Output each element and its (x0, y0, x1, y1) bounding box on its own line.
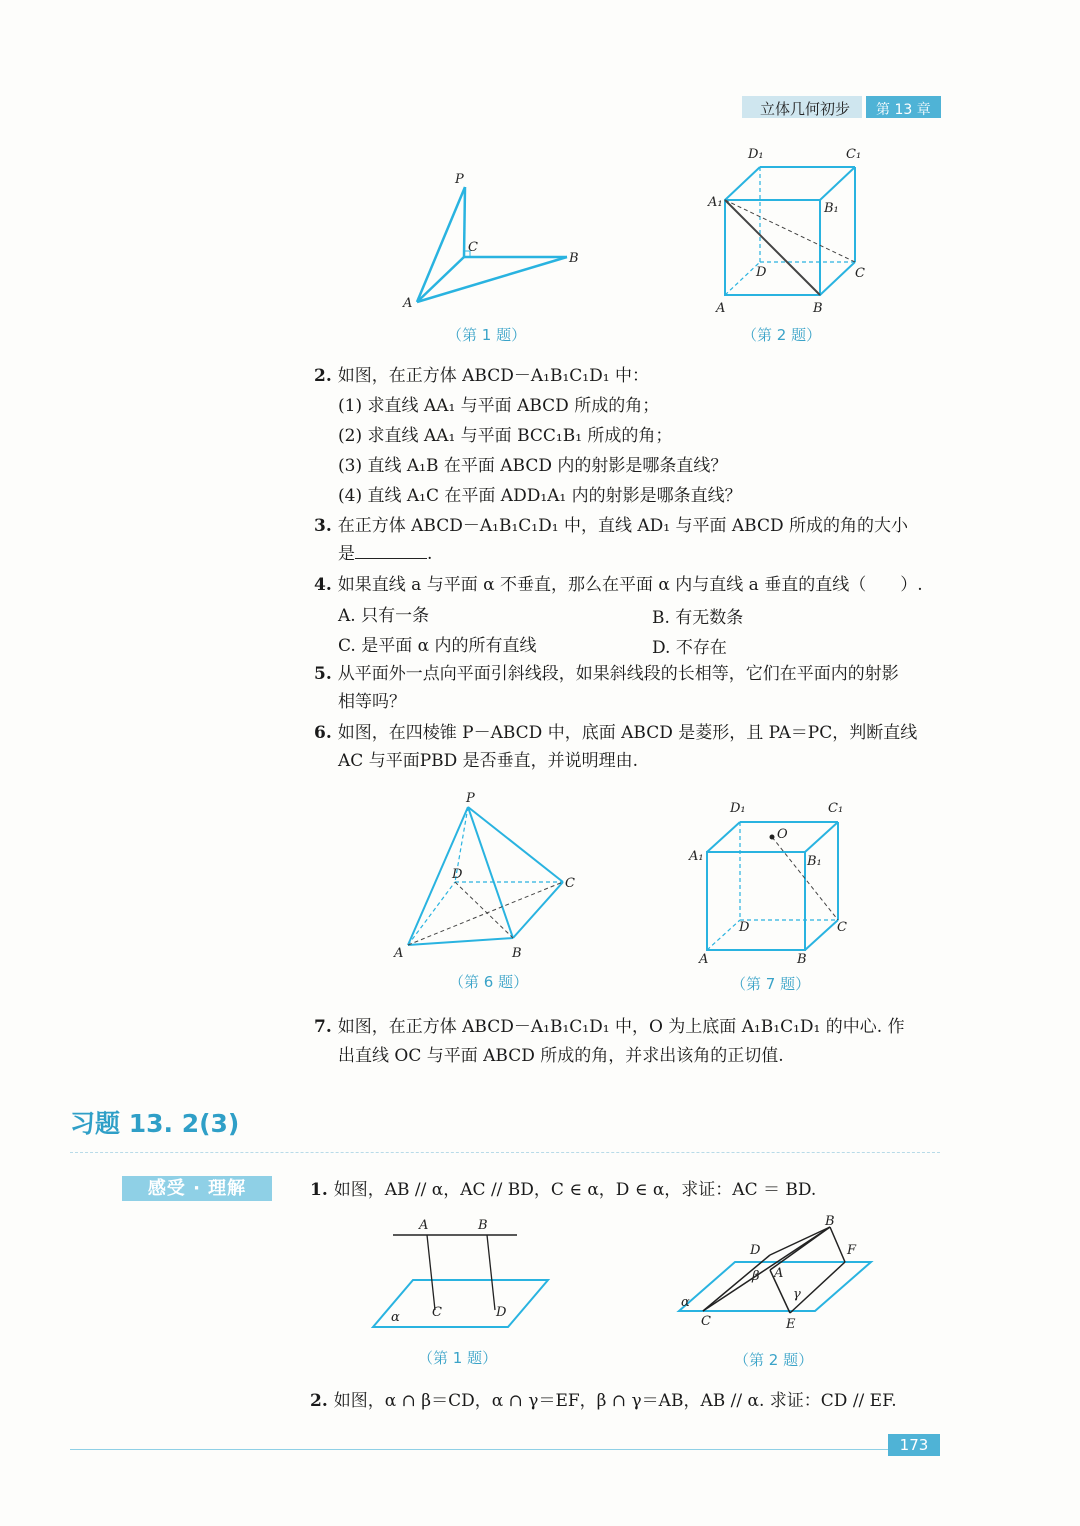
svg-text:B: B (813, 301, 823, 316)
question-number: 1. (310, 1180, 328, 1200)
q2-item-2: (2) 求直线 AA₁ 与平面 BCC₁B₁ 所成的角； (338, 426, 673, 446)
svg-text:D: D (739, 920, 750, 935)
svg-text:D₁: D₁ (730, 801, 746, 816)
svg-text:C: C (855, 266, 865, 281)
question-text: 是 (338, 544, 355, 564)
chapter-number: 第 13 章 (866, 96, 941, 118)
chapter-title: 立体几何初步 (742, 96, 862, 118)
question-4 (314, 570, 923, 600)
question-text: 在正方体 ABCD－A₁B₁C₁D₁ 中，直线 AD₁ 与平面 ABCD 所成的角的大小 (337, 516, 909, 536)
svg-text:D₁: D₁ (748, 147, 764, 162)
question-text: 如图，α ∩ β＝CD，α ∩ γ＝EF，β ∩ γ＝AB，AB // α. 求证：CD // EF. (333, 1391, 897, 1411)
figure-pyramid-q6 (388, 785, 588, 965)
svg-text:C: C (432, 1305, 442, 1320)
svg-text:B: B (478, 1218, 488, 1233)
svg-text:B: B (825, 1214, 835, 1229)
svg-text:A: A (419, 1218, 429, 1233)
figure-cube-q7 (685, 795, 865, 970)
question-6 (314, 718, 917, 748)
question-text: . (427, 544, 433, 564)
question-text: 如图，在正方体 ABCD－A₁B₁C₁D₁ 中，O 为上底面 A₁B₁C₁D₁ 的中心. 作 (337, 1017, 905, 1037)
svg-text:A: A (774, 1266, 784, 1281)
svg-text:α: α (391, 1310, 400, 1325)
svg-text:P: P (466, 791, 475, 806)
question-7-line2: 出直线 OC 与平面 ABCD 所成的角，并求出该角的正切值. (338, 1046, 784, 1066)
svg-text:D: D (750, 1243, 761, 1258)
question-5 (314, 659, 899, 689)
svg-text:A: A (699, 952, 709, 967)
svg-text:B: B (797, 952, 807, 967)
question-3 (314, 511, 908, 541)
question-5-line2: 相等吗？ (338, 692, 406, 712)
svg-text:E: E (786, 1317, 796, 1332)
figure-caption: （第 7 题） (731, 975, 811, 993)
question-3-line2 (338, 539, 432, 569)
q2-item-1: (1) 求直线 AA₁ 与平面 ABCD 所成的角； (338, 396, 660, 416)
section-divider (70, 1152, 940, 1153)
q2-item-3: (3) 直线 A₁B 在平面 ABCD 内的射影是哪条直线？ (338, 456, 728, 476)
section-title: 习题 13. 2(3) (70, 1109, 240, 1138)
footer-line (70, 1449, 940, 1450)
question-number: 2. (314, 366, 332, 386)
svg-text:D: D (496, 1305, 507, 1320)
svg-text:γ: γ (793, 1287, 801, 1302)
svg-text:B: B (512, 946, 522, 961)
figure-caption: （第 2 题） (742, 326, 822, 344)
question-6-line2: AC 与平面PBD 是否垂直，并说明理由. (338, 751, 639, 771)
svg-text:P: P (455, 172, 464, 187)
svg-text:C₁: C₁ (846, 147, 862, 162)
svg-text:C₁: C₁ (828, 801, 844, 816)
svg-text:B: B (569, 251, 579, 266)
svg-text:A: A (716, 301, 726, 316)
option-b: B. 有无数条 (652, 608, 744, 628)
svg-text:D: D (452, 867, 463, 882)
svg-text:A₁: A₁ (708, 195, 723, 210)
svg-text:C: C (565, 876, 575, 891)
q2-item-4: (4) 直线 A₁C 在平面 ADD₁A₁ 内的射影是哪条直线？ (338, 486, 742, 506)
svg-text:B₁: B₁ (807, 854, 822, 869)
figure-caption: （第 6 题） (449, 973, 529, 991)
question-number: 4. (314, 575, 332, 595)
svg-text:B₁: B₁ (824, 201, 839, 216)
svg-text:F: F (847, 1243, 857, 1258)
exercise-1 (310, 1175, 816, 1205)
question-number: 7. (314, 1017, 332, 1037)
figure-caption: （第 2 题） (734, 1351, 814, 1369)
section-tag: 感受 · 理解 (122, 1176, 272, 1201)
question-text: 如图，AB // α，AC // BD，C ∈ α，D ∈ α，求证：AC ＝ BD. (333, 1180, 817, 1200)
question-2 (314, 361, 649, 391)
svg-text:O: O (777, 827, 788, 842)
figure-caption: （第 1 题） (418, 1349, 498, 1367)
question-text: 从平面外一点向平面引斜线段，如果斜线段的长相等，它们在平面内的射影 (337, 664, 899, 684)
question-text: 如果直线 a 与平面 α 不垂直，那么在平面 α 内与直线 a 垂直的直线（ ）. (337, 575, 923, 595)
option-d: D. 不存在 (652, 638, 727, 658)
question-text: 如图，在正方体 ABCD－A₁B₁C₁D₁ 中： (337, 366, 649, 386)
option-c: C. 是平面 α 内的所有直线 (338, 636, 537, 656)
figure-cube-q2 (700, 140, 880, 320)
question-number: 6. (314, 723, 332, 743)
figure-parallel-planes (365, 1210, 565, 1335)
svg-text:C: C (468, 240, 478, 255)
svg-text:C: C (837, 920, 847, 935)
svg-text:D: D (756, 265, 767, 280)
svg-text:α: α (681, 1295, 690, 1310)
svg-text:A: A (403, 296, 413, 311)
exercise-2 (310, 1386, 897, 1416)
page-number: 173 (888, 1434, 940, 1456)
svg-text:C: C (701, 1314, 711, 1329)
svg-text:β: β (752, 1269, 760, 1284)
chapter-header (742, 96, 941, 118)
figure-caption: （第 1 题） (447, 326, 527, 344)
question-number: 2. (310, 1391, 328, 1411)
option-a: A. 只有一条 (338, 606, 430, 626)
answer-blank (355, 540, 427, 559)
question-number: 5. (314, 664, 332, 684)
figure-q1-prev (395, 165, 595, 320)
question-text: 如图，在四棱锥 P－ABCD 中，底面 ABCD 是菱形，且 PA＝PC，判断直线 (337, 723, 918, 743)
question-number: 3. (314, 516, 332, 536)
question-7 (314, 1012, 905, 1042)
figure-three-planes (675, 1205, 885, 1335)
svg-text:A: A (394, 946, 404, 961)
svg-text:A₁: A₁ (689, 849, 704, 864)
